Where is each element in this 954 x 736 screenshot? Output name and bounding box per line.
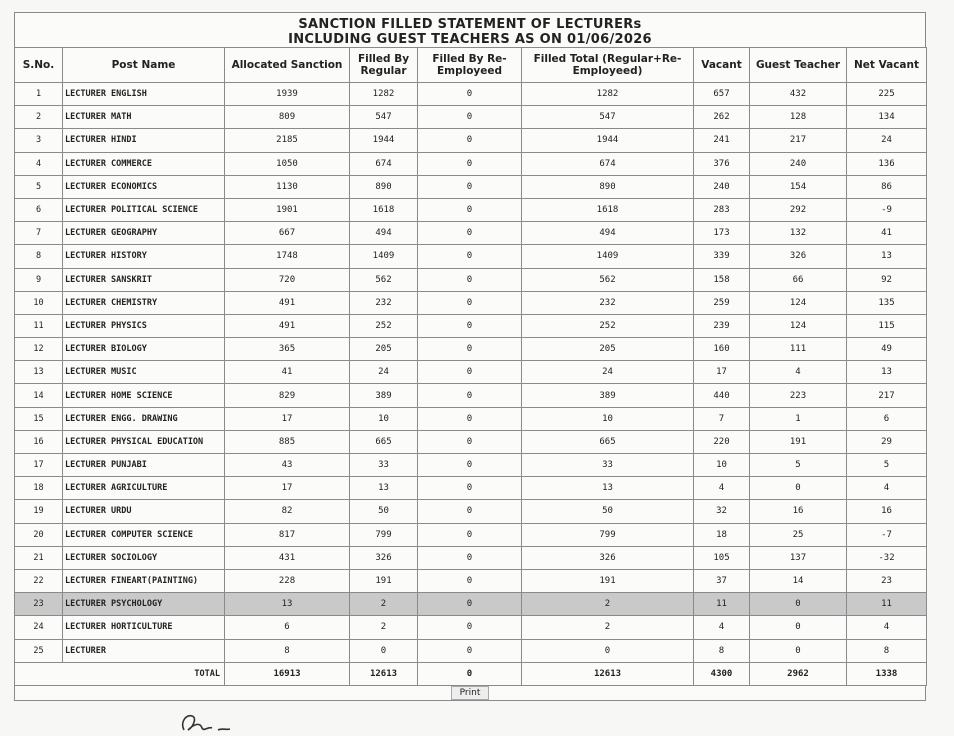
cell-post-name: LECTURER HISTORY: [63, 245, 225, 268]
cell-guest-teacher: 432: [750, 83, 847, 106]
table-row: [15, 222, 927, 245]
total-reemployed: 0: [418, 662, 522, 685]
cell-post-name: LECTURER GEOGRAPHY: [63, 222, 225, 245]
cell-net-vacant: 92: [847, 268, 927, 291]
cell-net-vacant: 24: [847, 129, 927, 152]
cell-net-vacant: 6: [847, 407, 927, 430]
cell-regular: 2: [350, 593, 418, 616]
title-line-2: INCLUDING GUEST TEACHERS AS ON 01/06/2026: [288, 32, 652, 47]
total-filled-total: 12613: [522, 662, 694, 685]
cell-regular: 0: [350, 639, 418, 662]
cell-post-name: LECTURER BIOLOGY: [63, 338, 225, 361]
cell-vacant: 259: [694, 291, 750, 314]
cell-regular: 252: [350, 314, 418, 337]
cell-vacant: 339: [694, 245, 750, 268]
table-row: [15, 152, 927, 175]
cell-regular: 10: [350, 407, 418, 430]
cell-allocated: 1901: [225, 198, 350, 221]
cell-sno: 1: [15, 83, 63, 106]
cell-guest-teacher: 132: [750, 222, 847, 245]
cell-post-name: LECTURER PUNJABI: [63, 454, 225, 477]
cell-allocated: 365: [225, 338, 350, 361]
cell-reemployed: 0: [418, 245, 522, 268]
cell-allocated: 2185: [225, 129, 350, 152]
table-row: [15, 384, 927, 407]
header-guest-teacher: Guest Teacher: [750, 48, 847, 83]
cell-post-name: LECTURER FINEART(PAINTING): [63, 569, 225, 592]
cell-filled-total: 10: [522, 407, 694, 430]
cell-regular: 1618: [350, 198, 418, 221]
cell-regular: 674: [350, 152, 418, 175]
cell-filled-total: 562: [522, 268, 694, 291]
cell-allocated: 431: [225, 546, 350, 569]
cell-allocated: 17: [225, 477, 350, 500]
cell-allocated: 1130: [225, 175, 350, 198]
cell-guest-teacher: 14: [750, 569, 847, 592]
cell-reemployed: 0: [418, 314, 522, 337]
total-row: [15, 662, 927, 685]
cell-guest-teacher: 217: [750, 129, 847, 152]
cell-allocated: 1050: [225, 152, 350, 175]
cell-guest-teacher: 66: [750, 268, 847, 291]
cell-vacant: 7: [694, 407, 750, 430]
cell-allocated: 13: [225, 593, 350, 616]
table-row: [15, 407, 927, 430]
cell-vacant: 220: [694, 430, 750, 453]
cell-guest-teacher: 154: [750, 175, 847, 198]
cell-sno: 2: [15, 106, 63, 129]
cell-filled-total: 547: [522, 106, 694, 129]
cell-filled-total: 890: [522, 175, 694, 198]
cell-guest-teacher: 0: [750, 477, 847, 500]
cell-regular: 1944: [350, 129, 418, 152]
cell-reemployed: 0: [418, 500, 522, 523]
table-row: [15, 523, 927, 546]
cell-reemployed: 0: [418, 291, 522, 314]
cell-guest-teacher: 5: [750, 454, 847, 477]
total-allocated: 16913: [225, 662, 350, 685]
print-button[interactable]: Print: [451, 686, 490, 700]
cell-filled-total: 24: [522, 361, 694, 384]
cell-sno: 8: [15, 245, 63, 268]
cell-vacant: 37: [694, 569, 750, 592]
cell-post-name: LECTURER SOCIOLOGY: [63, 546, 225, 569]
header-filled-total: Filled Total (Regular+Re-Employeed): [522, 48, 694, 83]
cell-net-vacant: 29: [847, 430, 927, 453]
table-row: [15, 361, 927, 384]
cell-net-vacant: 217: [847, 384, 927, 407]
cell-reemployed: 0: [418, 430, 522, 453]
cell-vacant: 160: [694, 338, 750, 361]
table-row: [15, 175, 927, 198]
cell-vacant: 241: [694, 129, 750, 152]
cell-regular: 1282: [350, 83, 418, 106]
table-row: [15, 338, 927, 361]
cell-regular: 50: [350, 500, 418, 523]
cell-regular: 33: [350, 454, 418, 477]
cell-regular: 326: [350, 546, 418, 569]
total-vacant: 4300: [694, 662, 750, 685]
cell-guest-teacher: 326: [750, 245, 847, 268]
cell-allocated: 6: [225, 616, 350, 639]
cell-vacant: 4: [694, 616, 750, 639]
cell-allocated: 809: [225, 106, 350, 129]
cell-net-vacant: 41: [847, 222, 927, 245]
cell-sno: 6: [15, 198, 63, 221]
cell-sno: 24: [15, 616, 63, 639]
cell-guest-teacher: 4: [750, 361, 847, 384]
table-row: [15, 593, 927, 616]
cell-regular: 232: [350, 291, 418, 314]
cell-regular: 494: [350, 222, 418, 245]
cell-post-name: LECTURER MATH: [63, 106, 225, 129]
cell-reemployed: 0: [418, 268, 522, 291]
cell-net-vacant: -32: [847, 546, 927, 569]
cell-guest-teacher: 240: [750, 152, 847, 175]
signature-mark: [178, 708, 238, 736]
cell-vacant: 11: [694, 593, 750, 616]
cell-net-vacant: 11: [847, 593, 927, 616]
cell-sno: 7: [15, 222, 63, 245]
table-row: [15, 569, 927, 592]
cell-guest-teacher: 191: [750, 430, 847, 453]
cell-sno: 21: [15, 546, 63, 569]
cell-post-name: LECTURER MUSIC: [63, 361, 225, 384]
cell-post-name: LECTURER CHEMISTRY: [63, 291, 225, 314]
cell-post-name: LECTURER: [63, 639, 225, 662]
cell-post-name: LECTURER HORTICULTURE: [63, 616, 225, 639]
cell-net-vacant: 8: [847, 639, 927, 662]
cell-net-vacant: 13: [847, 361, 927, 384]
cell-post-name: LECTURER PHYSICAL EDUCATION: [63, 430, 225, 453]
cell-guest-teacher: 223: [750, 384, 847, 407]
cell-sno: 23: [15, 593, 63, 616]
table-body: [15, 83, 927, 663]
lecturer-table: [14, 47, 927, 686]
cell-vacant: 239: [694, 314, 750, 337]
cell-reemployed: 0: [418, 361, 522, 384]
cell-vacant: 440: [694, 384, 750, 407]
cell-net-vacant: 16: [847, 500, 927, 523]
cell-guest-teacher: 292: [750, 198, 847, 221]
cell-post-name: LECTURER ECONOMICS: [63, 175, 225, 198]
cell-sno: 12: [15, 338, 63, 361]
cell-guest-teacher: 0: [750, 639, 847, 662]
cell-allocated: 885: [225, 430, 350, 453]
cell-filled-total: 389: [522, 384, 694, 407]
cell-filled-total: 1409: [522, 245, 694, 268]
cell-filled-total: 1282: [522, 83, 694, 106]
cell-regular: 191: [350, 569, 418, 592]
table-row: [15, 639, 927, 662]
cell-post-name: LECTURER COMPUTER SCIENCE: [63, 523, 225, 546]
cell-sno: 10: [15, 291, 63, 314]
cell-regular: 2: [350, 616, 418, 639]
cell-filled-total: 232: [522, 291, 694, 314]
cell-sno: 16: [15, 430, 63, 453]
cell-filled-total: 494: [522, 222, 694, 245]
cell-net-vacant: 4: [847, 616, 927, 639]
cell-vacant: 283: [694, 198, 750, 221]
cell-filled-total: 50: [522, 500, 694, 523]
cell-post-name: LECTURER PHYSICS: [63, 314, 225, 337]
cell-sno: 15: [15, 407, 63, 430]
cell-post-name: LECTURER HOME SCIENCE: [63, 384, 225, 407]
cell-allocated: 228: [225, 569, 350, 592]
cell-filled-total: 1618: [522, 198, 694, 221]
cell-regular: 13: [350, 477, 418, 500]
cell-vacant: 4: [694, 477, 750, 500]
cell-post-name: LECTURER ENGG. DRAWING: [63, 407, 225, 430]
cell-post-name: LECTURER ENGLISH: [63, 83, 225, 106]
cell-reemployed: 0: [418, 83, 522, 106]
cell-allocated: 491: [225, 314, 350, 337]
cell-vacant: 173: [694, 222, 750, 245]
cell-guest-teacher: 0: [750, 593, 847, 616]
cell-post-name: LECTURER SANSKRIT: [63, 268, 225, 291]
cell-allocated: 667: [225, 222, 350, 245]
cell-sno: 20: [15, 523, 63, 546]
total-regular: 12613: [350, 662, 418, 685]
cell-net-vacant: 135: [847, 291, 927, 314]
table-row: [15, 616, 927, 639]
cell-net-vacant: 225: [847, 83, 927, 106]
cell-sno: 17: [15, 454, 63, 477]
table-row: [15, 268, 927, 291]
table-row: [15, 291, 927, 314]
cell-reemployed: 0: [418, 593, 522, 616]
cell-net-vacant: 13: [847, 245, 927, 268]
table-row: [15, 454, 927, 477]
table-row: [15, 129, 927, 152]
cell-allocated: 41: [225, 361, 350, 384]
cell-reemployed: 0: [418, 454, 522, 477]
cell-guest-teacher: 124: [750, 314, 847, 337]
cell-regular: 389: [350, 384, 418, 407]
cell-sno: 3: [15, 129, 63, 152]
cell-reemployed: 0: [418, 175, 522, 198]
table-row: [15, 245, 927, 268]
cell-filled-total: 33: [522, 454, 694, 477]
cell-filled-total: 191: [522, 569, 694, 592]
table-row: [15, 477, 927, 500]
cell-sno: 13: [15, 361, 63, 384]
cell-filled-total: 2: [522, 593, 694, 616]
cell-regular: 205: [350, 338, 418, 361]
header-row: [15, 48, 927, 83]
cell-guest-teacher: 111: [750, 338, 847, 361]
cell-filled-total: 13: [522, 477, 694, 500]
total-label: TOTAL: [15, 662, 225, 685]
cell-allocated: 1939: [225, 83, 350, 106]
header-allocated-sanction: Allocated Sanction: [225, 48, 350, 83]
cell-post-name: LECTURER PSYCHOLOGY: [63, 593, 225, 616]
cell-vacant: 262: [694, 106, 750, 129]
title-line-1: SANCTION FILLED STATEMENT OF LECTURERs: [298, 17, 642, 32]
cell-regular: 799: [350, 523, 418, 546]
cell-post-name: LECTURER POLITICAL SCIENCE: [63, 198, 225, 221]
cell-regular: 1409: [350, 245, 418, 268]
cell-reemployed: 0: [418, 338, 522, 361]
cell-net-vacant: 4: [847, 477, 927, 500]
header-filled-regular: Filled By Regular: [350, 48, 418, 83]
cell-allocated: 43: [225, 454, 350, 477]
cell-allocated: 17: [225, 407, 350, 430]
cell-post-name: LECTURER AGRICULTURE: [63, 477, 225, 500]
header-post-name: Post Name: [63, 48, 225, 83]
header-filled-reemployed: Filled By Re-Employeed: [418, 48, 522, 83]
cell-regular: 547: [350, 106, 418, 129]
cell-post-name: LECTURER HINDI: [63, 129, 225, 152]
cell-reemployed: 0: [418, 569, 522, 592]
cell-vacant: 8: [694, 639, 750, 662]
cell-vacant: 158: [694, 268, 750, 291]
total-guest: 2962: [750, 662, 847, 685]
cell-reemployed: 0: [418, 639, 522, 662]
cell-vacant: 376: [694, 152, 750, 175]
cell-net-vacant: 115: [847, 314, 927, 337]
cell-net-vacant: 23: [847, 569, 927, 592]
cell-filled-total: 205: [522, 338, 694, 361]
table-row: [15, 546, 927, 569]
cell-reemployed: 0: [418, 477, 522, 500]
cell-reemployed: 0: [418, 106, 522, 129]
cell-reemployed: 0: [418, 198, 522, 221]
cell-allocated: 8: [225, 639, 350, 662]
cell-reemployed: 0: [418, 407, 522, 430]
cell-post-name: LECTURER URDU: [63, 500, 225, 523]
statement-title: [14, 12, 926, 47]
cell-guest-teacher: 25: [750, 523, 847, 546]
cell-guest-teacher: 124: [750, 291, 847, 314]
cell-reemployed: 0: [418, 523, 522, 546]
cell-reemployed: 0: [418, 129, 522, 152]
header-sno: S.No.: [15, 48, 63, 83]
cell-filled-total: 665: [522, 430, 694, 453]
cell-allocated: 1748: [225, 245, 350, 268]
cell-reemployed: 0: [418, 546, 522, 569]
cell-vacant: 105: [694, 546, 750, 569]
table-row: [15, 430, 927, 453]
cell-filled-total: 2: [522, 616, 694, 639]
cell-filled-total: 252: [522, 314, 694, 337]
cell-reemployed: 0: [418, 152, 522, 175]
cell-sno: 5: [15, 175, 63, 198]
cell-sno: 9: [15, 268, 63, 291]
cell-net-vacant: 134: [847, 106, 927, 129]
cell-vacant: 32: [694, 500, 750, 523]
cell-net-vacant: 5: [847, 454, 927, 477]
cell-allocated: 817: [225, 523, 350, 546]
cell-sno: 4: [15, 152, 63, 175]
cell-allocated: 829: [225, 384, 350, 407]
cell-sno: 11: [15, 314, 63, 337]
cell-filled-total: 326: [522, 546, 694, 569]
cell-guest-teacher: 16: [750, 500, 847, 523]
table-row: [15, 198, 927, 221]
cell-post-name: LECTURER COMMERCE: [63, 152, 225, 175]
cell-regular: 890: [350, 175, 418, 198]
cell-net-vacant: 86: [847, 175, 927, 198]
cell-net-vacant: -9: [847, 198, 927, 221]
cell-vacant: 657: [694, 83, 750, 106]
cell-regular: 24: [350, 361, 418, 384]
cell-sno: 14: [15, 384, 63, 407]
cell-sno: 25: [15, 639, 63, 662]
cell-guest-teacher: 1: [750, 407, 847, 430]
header-vacant: Vacant: [694, 48, 750, 83]
print-bar: [14, 686, 926, 701]
header-net-vacant: Net Vacant: [847, 48, 927, 83]
statement-sheet: [14, 12, 926, 701]
cell-regular: 562: [350, 268, 418, 291]
cell-sno: 18: [15, 477, 63, 500]
cell-vacant: 18: [694, 523, 750, 546]
cell-reemployed: 0: [418, 616, 522, 639]
cell-guest-teacher: 137: [750, 546, 847, 569]
cell-net-vacant: 136: [847, 152, 927, 175]
table-row: [15, 83, 927, 106]
cell-sno: 22: [15, 569, 63, 592]
cell-vacant: 10: [694, 454, 750, 477]
cell-filled-total: 799: [522, 523, 694, 546]
cell-guest-teacher: 128: [750, 106, 847, 129]
table-row: [15, 500, 927, 523]
cell-reemployed: 0: [418, 384, 522, 407]
cell-reemployed: 0: [418, 222, 522, 245]
cell-allocated: 720: [225, 268, 350, 291]
cell-vacant: 17: [694, 361, 750, 384]
cell-allocated: 82: [225, 500, 350, 523]
total-net-vacant: 1338: [847, 662, 927, 685]
cell-regular: 665: [350, 430, 418, 453]
cell-guest-teacher: 0: [750, 616, 847, 639]
table-row: [15, 106, 927, 129]
cell-filled-total: 1944: [522, 129, 694, 152]
table-row: [15, 314, 927, 337]
cell-sno: 19: [15, 500, 63, 523]
cell-net-vacant: 49: [847, 338, 927, 361]
cell-filled-total: 0: [522, 639, 694, 662]
cell-vacant: 240: [694, 175, 750, 198]
cell-allocated: 491: [225, 291, 350, 314]
cell-filled-total: 674: [522, 152, 694, 175]
cell-net-vacant: -7: [847, 523, 927, 546]
